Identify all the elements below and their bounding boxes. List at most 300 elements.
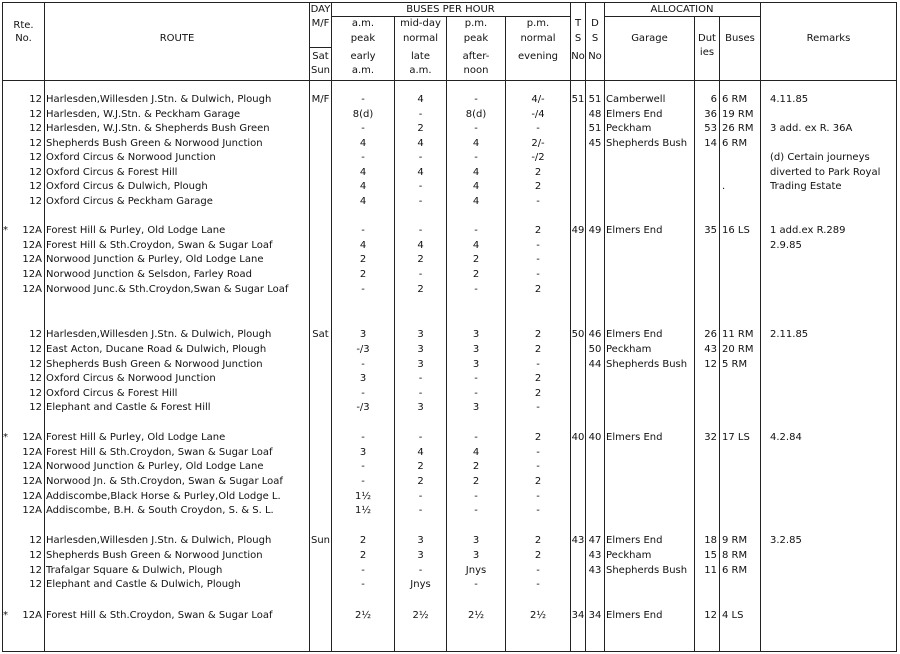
row-remarks: 3.2.85 bbox=[770, 535, 802, 546]
row-am-peak: - bbox=[361, 388, 365, 399]
row-midday: - bbox=[418, 196, 423, 207]
row-pm-normal: 2 bbox=[534, 284, 542, 295]
row-route-description: Forest Hill & Sth.Croydon, Swan & Sugar Loaf bbox=[46, 610, 273, 621]
row-remarks: 4.11.85 bbox=[770, 94, 809, 105]
row-pm-normal: -/2 bbox=[531, 152, 545, 163]
row-buses: 20 RM bbox=[722, 344, 754, 355]
allocation-header: ALLOCATION bbox=[650, 4, 714, 15]
row-duties: 35 bbox=[704, 225, 717, 236]
row-pm-peak: 4 bbox=[472, 240, 480, 251]
row-route-description: Shepherds Bush Green & Norwood Junction bbox=[46, 359, 263, 370]
row-garage: Elmers End bbox=[606, 225, 663, 236]
rule-ds bbox=[604, 2, 605, 652]
row-pm-normal: - bbox=[536, 579, 540, 590]
row-ds: 48 bbox=[588, 109, 602, 120]
row-route-number: 12A bbox=[22, 491, 42, 502]
row-am-peak: 2 bbox=[359, 269, 367, 280]
row-pm-peak: 3 bbox=[472, 535, 480, 546]
row-midday: 3 bbox=[417, 402, 424, 413]
row-midday: 4 bbox=[417, 138, 424, 149]
row-route-number: 12A bbox=[22, 476, 42, 487]
row-route-description: Elephant and Castle & Forest Hill bbox=[46, 402, 211, 413]
row-star: * bbox=[3, 432, 8, 443]
row-pm-normal: - bbox=[536, 461, 540, 472]
rule-left bbox=[2, 2, 3, 652]
row-route-description: Harlesden,Willesden J.Stn. & Dulwich, Plough bbox=[46, 535, 272, 546]
row-route-number: 12A bbox=[22, 225, 42, 236]
row-garage: Camberwell bbox=[606, 94, 666, 105]
row-am-peak: -/3 bbox=[356, 344, 370, 355]
row-pm-normal: - bbox=[536, 505, 540, 516]
row-ds: 51 bbox=[588, 94, 602, 105]
row-midday: 2 bbox=[417, 254, 424, 265]
row-pm-normal: 2 bbox=[534, 344, 542, 355]
row-remarks: 1 add.ex R.289 bbox=[770, 225, 846, 236]
row-pm-peak: 4 bbox=[472, 167, 480, 178]
row-route-description: Norwood Jn. & Sth.Croydon, Swan & Sugar Loaf bbox=[46, 476, 283, 487]
row-route-description: Forest Hill & Purley, Old Lodge Lane bbox=[46, 225, 226, 236]
row-remarks: 2.11.85 bbox=[770, 329, 809, 340]
row-route-description: Harlesden, W.J.Stn. & Peckham Garage bbox=[46, 109, 241, 120]
row-pm-peak: 4 bbox=[472, 138, 480, 149]
route-header: ROUTE bbox=[159, 33, 195, 44]
row-am-peak: - bbox=[361, 94, 365, 105]
row-am-peak: 2 bbox=[359, 254, 367, 265]
day-header: DAY bbox=[310, 4, 331, 15]
row-route-number: 12 bbox=[29, 388, 42, 399]
row-am-peak: 4 bbox=[359, 138, 367, 149]
row-ts: 51 bbox=[571, 94, 585, 105]
row-pm-normal: - bbox=[536, 123, 540, 134]
row-am-peak: 2 bbox=[359, 550, 367, 561]
row-route-number: 12 bbox=[29, 152, 42, 163]
row-garage: Elmers End bbox=[606, 432, 663, 443]
row-garage: Peckham bbox=[606, 344, 652, 355]
row-route-number: 12A bbox=[22, 240, 42, 251]
day-sat: Sat bbox=[312, 51, 329, 62]
row-route-number: 12 bbox=[29, 329, 42, 340]
row-remarks: 3 add. ex R. 36A bbox=[770, 123, 853, 134]
row-pm-peak: - bbox=[474, 491, 478, 502]
row-day: Sun bbox=[310, 535, 331, 546]
row-duties: 18 bbox=[704, 535, 717, 546]
ds-header-1: D bbox=[591, 18, 599, 29]
row-midday: 2 bbox=[417, 461, 424, 472]
row-remarks: 4.2.84 bbox=[770, 432, 802, 443]
row-pm-normal: - bbox=[536, 196, 540, 207]
bph-pmn-1: p.m. bbox=[526, 18, 550, 29]
row-route-description: Addiscombe, B.H. & South Croydon, S. & S. L. bbox=[46, 505, 274, 516]
row-am-peak: 2 bbox=[359, 535, 367, 546]
row-pm-peak: 2 bbox=[472, 254, 480, 265]
row-am-peak: 3 bbox=[359, 329, 367, 340]
row-ts: 40 bbox=[571, 432, 585, 443]
row-route-number: 12 bbox=[29, 402, 42, 413]
bph-mid-4: a.m. bbox=[409, 65, 432, 76]
row-ds: 45 bbox=[588, 138, 602, 149]
row-midday: 3 bbox=[417, 535, 424, 546]
row-remarks: (d) Certain journeys bbox=[770, 152, 870, 163]
row-am-peak: - bbox=[361, 284, 365, 295]
row-midday: - bbox=[418, 432, 423, 443]
row-duties: 43 bbox=[704, 344, 717, 355]
row-am-peak: - bbox=[361, 476, 365, 487]
row-route-description: Oxford Circus & Norwood Junction bbox=[46, 152, 216, 163]
row-midday: - bbox=[418, 491, 423, 502]
row-route-number: 12 bbox=[29, 123, 42, 134]
row-remarks: 2.9.85 bbox=[770, 240, 802, 251]
row-garage: Peckham bbox=[606, 550, 652, 561]
row-pm-normal: 2 bbox=[534, 388, 542, 399]
rule-day-sat bbox=[309, 47, 331, 48]
row-midday: 3 bbox=[417, 329, 424, 340]
garage-header: Garage bbox=[631, 33, 668, 44]
row-am-peak: - bbox=[361, 359, 365, 370]
remarks-header: Remarks bbox=[806, 33, 851, 44]
row-midday: 4 bbox=[417, 94, 424, 105]
row-route-description: Norwood Junction & Purley, Old Lodge Lane bbox=[46, 461, 264, 472]
row-buses: 4 LS bbox=[722, 610, 744, 621]
row-pm-peak: 2½ bbox=[467, 610, 485, 621]
row-duties: 32 bbox=[704, 432, 717, 443]
bph-pmp-3: after- bbox=[462, 51, 490, 62]
row-duties: 14 bbox=[704, 138, 717, 149]
rte-header-2: No. bbox=[15, 33, 32, 44]
buses-header: Buses bbox=[725, 33, 755, 44]
row-garage: Shepherds Bush bbox=[606, 565, 688, 576]
row-pm-peak: - bbox=[474, 94, 478, 105]
row-route-description: Oxford Circus & Peckham Garage bbox=[46, 196, 213, 207]
row-duties: 11 bbox=[704, 565, 717, 576]
bph-am-3: early bbox=[350, 51, 376, 62]
row-midday: - bbox=[418, 152, 423, 163]
rule-bph-sub bbox=[331, 16, 570, 17]
row-route-description: Trafalgar Square & Dulwich, Plough bbox=[46, 565, 223, 576]
bph-pmn-3: evening bbox=[517, 51, 559, 62]
row-route-description: Oxford Circus & Dulwich, Plough bbox=[46, 181, 208, 192]
row-ds: 43 bbox=[588, 550, 602, 561]
row-ds: 40 bbox=[588, 432, 602, 443]
row-route-description: Forest Hill & Sth.Croydon, Swan & Sugar Loaf bbox=[46, 447, 273, 458]
row-buses: 6 RM bbox=[722, 138, 748, 149]
bph-am-2: peak bbox=[350, 33, 376, 44]
row-route-number: 12 bbox=[29, 181, 42, 192]
row-ds: 44 bbox=[588, 359, 602, 370]
ds-header-3: No bbox=[588, 51, 602, 62]
row-garage: Elmers End bbox=[606, 535, 663, 546]
row-day: Sat bbox=[312, 329, 329, 340]
row-ds: 43 bbox=[588, 565, 602, 576]
row-route-number: 12 bbox=[29, 373, 42, 384]
ts-header-1: T bbox=[574, 18, 582, 29]
row-ds: 49 bbox=[588, 225, 602, 236]
ts-header-3: No bbox=[571, 51, 585, 62]
row-midday: - bbox=[418, 225, 423, 236]
row-am-peak: - bbox=[361, 225, 365, 236]
row-route-number: 12A bbox=[22, 610, 42, 621]
row-pm-peak: - bbox=[474, 152, 478, 163]
row-pm-peak: 2 bbox=[472, 476, 480, 487]
row-midday: - bbox=[418, 505, 423, 516]
row-pm-peak: 3 bbox=[472, 550, 480, 561]
row-midday: - bbox=[418, 269, 423, 280]
row-remarks: diverted to Park Royal bbox=[770, 167, 881, 178]
row-ts: 43 bbox=[571, 535, 585, 546]
row-route-description: Oxford Circus & Forest Hill bbox=[46, 167, 178, 178]
row-midday: - bbox=[418, 109, 423, 120]
row-pm-peak: - bbox=[474, 432, 478, 443]
row-buses: 16 LS bbox=[722, 225, 750, 236]
row-route-number: 12 bbox=[29, 535, 42, 546]
row-route-description: Addiscombe,Black Horse & Purley,Old Lodge L. bbox=[46, 491, 281, 502]
row-route-number: 12A bbox=[22, 505, 42, 516]
row-route-number: 12 bbox=[29, 196, 42, 207]
bph-mid-3: late bbox=[411, 51, 430, 62]
row-ds: 51 bbox=[588, 123, 602, 134]
row-garage: Elmers End bbox=[606, 610, 663, 621]
bph-mid-1: mid-day bbox=[400, 18, 441, 29]
row-pm-normal: - bbox=[536, 269, 540, 280]
row-buses: 6 RM bbox=[722, 565, 748, 576]
row-pm-peak: 3 bbox=[472, 359, 480, 370]
row-route-number: 12 bbox=[29, 550, 42, 561]
row-am-peak: 4 bbox=[359, 196, 367, 207]
rule-right bbox=[896, 2, 897, 652]
row-pm-peak: 3 bbox=[472, 402, 480, 413]
row-route-number: 12A bbox=[22, 269, 42, 280]
duties-header-1: Dut bbox=[698, 33, 716, 44]
rule-top bbox=[2, 2, 897, 3]
row-route-description: East Acton, Ducane Road & Dulwich, Plough bbox=[46, 344, 267, 355]
row-buses: 19 RM bbox=[722, 109, 754, 120]
row-pm-peak: 2 bbox=[472, 461, 480, 472]
row-pm-normal: 2 bbox=[534, 550, 542, 561]
row-ds: 47 bbox=[588, 535, 602, 546]
row-route-number: 12 bbox=[29, 109, 42, 120]
row-midday: 2½ bbox=[412, 610, 429, 621]
row-garage: Shepherds Bush bbox=[606, 359, 688, 370]
row-am-peak: 4 bbox=[359, 167, 367, 178]
row-route-description: Norwood Junction & Selsdon, Farley Road bbox=[46, 269, 252, 280]
row-route-number: 12 bbox=[29, 565, 42, 576]
row-am-peak: - bbox=[361, 152, 365, 163]
bph-am-4: a.m. bbox=[351, 65, 375, 76]
row-route-number: 12A bbox=[22, 447, 42, 458]
row-ts: 49 bbox=[571, 225, 585, 236]
row-pm-normal: 2 bbox=[534, 181, 542, 192]
row-route-number: 12A bbox=[22, 284, 42, 295]
row-am-peak: 3 bbox=[359, 373, 367, 384]
duties-header-2: ies bbox=[699, 47, 715, 58]
bph-am-1: a.m. bbox=[351, 18, 375, 29]
row-pm-normal: - bbox=[536, 254, 540, 265]
row-pm-normal: - bbox=[536, 240, 540, 251]
row-am-peak: 3 bbox=[359, 447, 367, 458]
row-midday: - bbox=[418, 388, 423, 399]
bph-pmp-4: noon bbox=[463, 65, 489, 76]
row-midday: 3 bbox=[417, 359, 424, 370]
row-midday: 4 bbox=[417, 447, 424, 458]
row-route-description: Norwood Junc.& Sth.Croydon,Swan & Sugar Loaf bbox=[46, 284, 289, 295]
bph-header: BUSES PER HOUR bbox=[406, 4, 495, 15]
rule-alloc-sub bbox=[604, 16, 760, 17]
row-pm-normal: 2 bbox=[534, 167, 542, 178]
row-pm-peak: 4 bbox=[472, 447, 480, 458]
row-pm-normal: 2 bbox=[534, 225, 542, 236]
row-route-description: Forest Hill & Sth.Croydon, Swan & Sugar Loaf bbox=[46, 240, 273, 251]
row-midday: - bbox=[418, 181, 423, 192]
row-am-peak: 2½ bbox=[354, 610, 372, 621]
row-route-description: Shepherds Bush Green & Norwood Junction bbox=[46, 138, 263, 149]
row-route-description: Norwood Junction & Purley, Old Lodge Lane bbox=[46, 254, 264, 265]
row-duties: 15 bbox=[704, 550, 717, 561]
row-pm-peak: - bbox=[474, 284, 478, 295]
row-pm-normal: 2 bbox=[534, 535, 542, 546]
row-route-description: Harlesden, W.J.Stn. & Shepherds Bush Green bbox=[46, 123, 270, 134]
row-buses: 5 RM bbox=[722, 359, 748, 370]
row-pm-normal: - bbox=[536, 565, 540, 576]
row-pm-normal: -/4 bbox=[531, 109, 545, 120]
row-midday: 3 bbox=[417, 344, 424, 355]
row-pm-normal: - bbox=[536, 491, 540, 502]
row-route-description: Harlesden,Willesden J.Stn. & Dulwich, Plough bbox=[46, 329, 272, 340]
row-duties: 36 bbox=[704, 109, 717, 120]
row-route-number: 12 bbox=[29, 344, 42, 355]
row-day: M/F bbox=[311, 94, 330, 105]
row-remarks: Trading Estate bbox=[770, 181, 842, 192]
row-midday: - bbox=[418, 373, 423, 384]
row-pm-normal: 2 bbox=[534, 432, 542, 443]
row-garage: Peckham bbox=[606, 123, 652, 134]
row-route-description: Elephant and Castle & Dulwich, Plough bbox=[46, 579, 241, 590]
row-pm-peak: 3 bbox=[472, 344, 480, 355]
row-buses: 9 RM bbox=[722, 535, 748, 546]
row-pm-peak: - bbox=[474, 225, 478, 236]
row-pm-peak: 2 bbox=[472, 269, 480, 280]
row-pm-normal: - bbox=[536, 359, 540, 370]
row-pm-normal: 2 bbox=[534, 476, 542, 487]
rule-rte bbox=[44, 2, 45, 652]
rule-duties bbox=[719, 16, 720, 652]
row-route-description: Oxford Circus & Norwood Junction bbox=[46, 373, 216, 384]
row-am-peak: - bbox=[361, 579, 365, 590]
row-route-description: Oxford Circus & Forest Hill bbox=[46, 388, 178, 399]
row-buses: 8 RM bbox=[722, 550, 748, 561]
row-pm-normal: 2½ bbox=[529, 610, 547, 621]
row-route-number: 12A bbox=[22, 254, 42, 265]
row-route-number: 12 bbox=[29, 138, 42, 149]
rule-header-bottom bbox=[2, 80, 897, 81]
row-garage: Shepherds Bush bbox=[606, 138, 688, 149]
row-pm-peak: 3 bbox=[472, 329, 480, 340]
row-am-peak: 8(d) bbox=[352, 109, 374, 120]
row-pm-peak: - bbox=[474, 373, 478, 384]
row-am-peak: 4 bbox=[359, 240, 367, 251]
row-am-peak: 1½ bbox=[354, 505, 372, 516]
row-pm-peak: 8(d) bbox=[465, 109, 487, 120]
row-am-peak: - bbox=[361, 461, 365, 472]
row-pm-peak: - bbox=[474, 388, 478, 399]
row-duties: 12 bbox=[704, 359, 717, 370]
row-route-number: 12 bbox=[29, 359, 42, 370]
row-ds: 46 bbox=[588, 329, 602, 340]
row-duties: 26 bbox=[704, 329, 717, 340]
row-buses: 6 RM bbox=[722, 94, 748, 105]
row-ds: 50 bbox=[588, 344, 602, 355]
rule-buses bbox=[760, 2, 761, 652]
row-buses: 26 RM bbox=[722, 123, 754, 134]
row-pm-normal: 2 bbox=[534, 373, 542, 384]
row-am-peak: 1½ bbox=[354, 491, 372, 502]
day-mf: M/F bbox=[311, 18, 330, 29]
row-duties: 12 bbox=[704, 610, 717, 621]
row-pm-peak: - bbox=[474, 505, 478, 516]
bph-pmp-1: p.m. bbox=[464, 18, 488, 29]
row-buses: 11 RM bbox=[722, 329, 754, 340]
row-midday: 2 bbox=[417, 476, 424, 487]
row-garage: Elmers End bbox=[606, 329, 663, 340]
row-pm-normal: 2 bbox=[534, 329, 542, 340]
row-ds: 34 bbox=[588, 610, 602, 621]
row-am-peak: 4 bbox=[359, 181, 367, 192]
row-pm-peak: Jnys bbox=[465, 565, 487, 576]
row-am-peak: -/3 bbox=[356, 402, 370, 413]
row-am-peak: - bbox=[361, 432, 365, 443]
row-pm-peak: 4 bbox=[472, 196, 480, 207]
row-route-description: Harlesden,Willesden J.Stn. & Dulwich, Plough bbox=[46, 94, 272, 105]
row-ts: 50 bbox=[571, 329, 585, 340]
ts-header-2: S bbox=[574, 33, 582, 44]
row-route-number: 12 bbox=[29, 579, 42, 590]
row-star: * bbox=[3, 225, 8, 236]
row-pm-peak: 4 bbox=[472, 181, 480, 192]
row-pm-peak: - bbox=[474, 123, 478, 134]
row-midday: 4 bbox=[417, 167, 424, 178]
row-route-number: 12 bbox=[29, 167, 42, 178]
row-midday: 2 bbox=[417, 284, 424, 295]
row-pm-normal: 4/- bbox=[531, 94, 545, 105]
row-duties: 6 bbox=[710, 94, 717, 105]
day-sun: Sun bbox=[310, 65, 331, 76]
row-buses: 17 LS bbox=[722, 432, 750, 443]
row-buses: . bbox=[722, 181, 726, 192]
row-route-number: 12A bbox=[22, 461, 42, 472]
bph-mid-2: normal bbox=[402, 33, 439, 44]
row-route-number: 12 bbox=[29, 94, 42, 105]
row-garage: Elmers End bbox=[606, 109, 663, 120]
row-midday: 4 bbox=[417, 240, 424, 251]
row-pm-peak: - bbox=[474, 579, 478, 590]
rte-header-1: Rte. bbox=[13, 20, 34, 31]
row-route-description: Forest Hill & Purley, Old Lodge Lane bbox=[46, 432, 226, 443]
row-am-peak: - bbox=[361, 565, 365, 576]
ds-header-2: S bbox=[591, 33, 599, 44]
row-midday: 2 bbox=[417, 123, 424, 134]
bph-pmn-2: normal bbox=[520, 33, 556, 44]
row-route-number: 12A bbox=[22, 432, 42, 443]
row-star: * bbox=[3, 610, 8, 621]
row-midday: - bbox=[418, 565, 423, 576]
row-midday: Jnys bbox=[410, 579, 431, 590]
row-duties: 53 bbox=[704, 123, 717, 134]
row-route-description: Shepherds Bush Green & Norwood Junction bbox=[46, 550, 263, 561]
bph-pmp-2: peak bbox=[463, 33, 489, 44]
row-midday: 3 bbox=[417, 550, 424, 561]
row-pm-normal: - bbox=[536, 447, 540, 458]
row-pm-normal: 2/- bbox=[531, 138, 545, 149]
row-pm-normal: - bbox=[536, 402, 540, 413]
rule-bottom bbox=[2, 651, 897, 652]
